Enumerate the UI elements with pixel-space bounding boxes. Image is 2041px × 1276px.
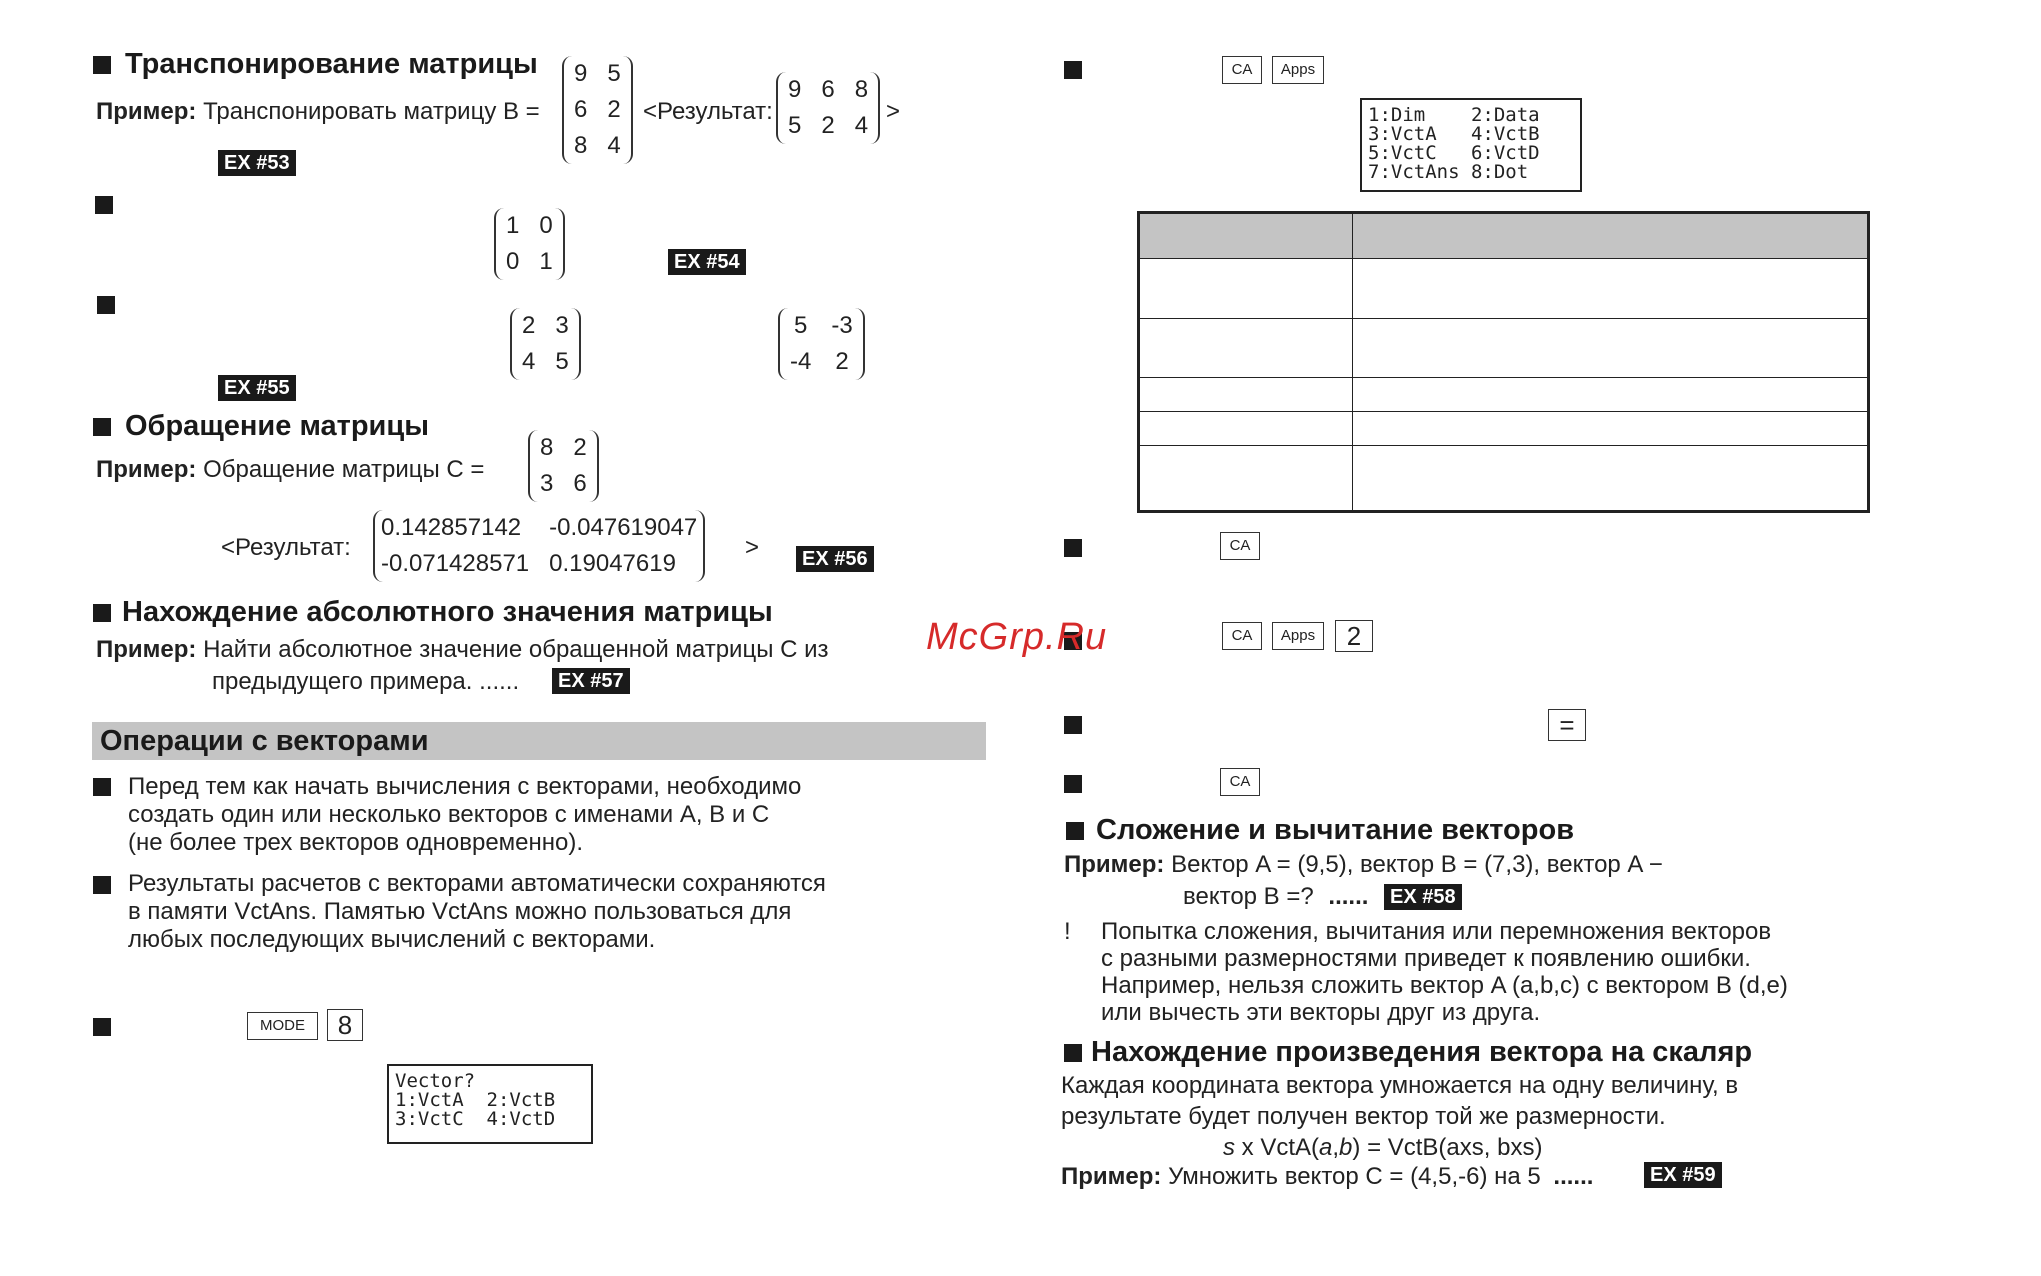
ca-key[interactable]: CA xyxy=(1222,622,1262,650)
formula-a: a xyxy=(1319,1134,1333,1161)
inverse-result-label: <Результат: xyxy=(221,534,351,561)
bullet-square xyxy=(1064,539,1082,557)
warning-line4: или вычесть эти векторы друг из друга. xyxy=(1101,999,1541,1026)
inverse-result-matrix xyxy=(373,510,705,582)
warning-line2: с разными размерностями приведет к появлению ошибки. xyxy=(1101,945,1751,972)
matrix-right-table xyxy=(780,308,863,380)
table-cell xyxy=(1353,377,1869,411)
scalar-formula xyxy=(1223,1134,1542,1162)
cell: 9 xyxy=(574,60,588,87)
cell: 5 xyxy=(607,60,621,87)
example-text: Обращение матрицы C = xyxy=(203,456,485,483)
cell: 5 xyxy=(555,348,569,375)
ex-tag-57: EX #57 xyxy=(552,668,630,694)
lcd-line: 3:VctC 4:VctD xyxy=(395,1108,556,1130)
warning-line1: Попытка сложения, вычитания или перемножения векторов xyxy=(1101,918,1772,945)
cell: 6 xyxy=(573,470,587,497)
lcd-line: 1:VctA 2:VctB xyxy=(395,1089,556,1111)
apps-key[interactable]: Apps xyxy=(1272,622,1324,650)
table-cell xyxy=(1353,445,1869,511)
matrix-c-table xyxy=(530,430,597,502)
table-cell xyxy=(1139,411,1353,445)
warning-mark: ! xyxy=(1064,918,1071,945)
cell: 2 xyxy=(821,112,835,139)
table-cell xyxy=(1139,259,1353,319)
bullet1-line1: Перед тем как начать вычисления с векторами, необходимо xyxy=(128,773,802,800)
absolute-example-line2: предыдущего примера. ...... xyxy=(212,668,520,695)
lcd-line: 7:VctAns 8:Dot xyxy=(1368,161,1529,183)
matrix-right xyxy=(778,308,865,380)
ca-key[interactable]: CA xyxy=(1220,768,1260,796)
ex-tag-58: EX #58 xyxy=(1384,884,1462,910)
example-label: Пример: xyxy=(96,636,197,663)
addition-example-line2 xyxy=(1183,883,1368,911)
table-cell xyxy=(1139,377,1353,411)
table-cell xyxy=(1139,319,1353,377)
cell: 3 xyxy=(540,470,554,497)
bullet-square xyxy=(93,418,111,436)
ex-tag-56: EX #56 xyxy=(796,546,874,572)
cell: 2 xyxy=(835,348,849,375)
bullet1-line3: (не более трех векторов одновременно). xyxy=(128,829,584,856)
addition-heading: Сложение и вычитание векторов xyxy=(1096,814,1575,846)
ex-tag-59: EX #59 xyxy=(1644,1162,1722,1188)
table-row xyxy=(1139,377,1869,411)
table-row xyxy=(1139,259,1869,319)
cell: -3 xyxy=(831,312,853,339)
bullet2-line3: любых последующих вычислений с векторами. xyxy=(128,926,656,953)
table-cell xyxy=(1353,213,1869,259)
vectors-section-header: Операции с векторами xyxy=(92,722,986,760)
bullet-square xyxy=(1064,716,1082,734)
bullet-square xyxy=(1066,822,1084,840)
example-text: Вектор A = (9,5), вектор B = (7,3), вектор A − xyxy=(1171,851,1663,878)
table-cell xyxy=(1139,213,1353,259)
formula-b: b xyxy=(1339,1134,1353,1161)
matrix-b xyxy=(562,56,633,164)
inverse-result-table xyxy=(375,510,703,582)
bullet-square xyxy=(93,1018,111,1036)
cell: 0.142857142 xyxy=(381,514,522,541)
bullet-square xyxy=(1064,61,1082,79)
cell: 1 xyxy=(539,248,553,275)
example-label: Пример: xyxy=(1064,851,1165,878)
cell: 8 xyxy=(854,76,869,103)
result-close: > xyxy=(886,98,901,125)
cell: 2 xyxy=(573,434,587,461)
transpose-heading: Транспонирование матрицы xyxy=(125,48,538,80)
example-label: Пример: xyxy=(96,456,197,483)
cell: 6 xyxy=(574,96,588,123)
cell: -0.071428571 xyxy=(381,550,530,577)
bullet2-line1: Результаты расчетов с векторами автоматически сохраняются xyxy=(128,870,826,897)
matrix-left-table xyxy=(512,308,579,380)
dots: ...... xyxy=(1553,1163,1594,1190)
example-text: вектор B =? xyxy=(1183,883,1314,910)
transpose-result-label: <Результат: xyxy=(643,98,773,125)
vector-menu-table xyxy=(1137,211,1870,513)
transpose-result-matrix xyxy=(776,72,880,144)
scalar-heading: Нахождение произведения вектора на скаляр xyxy=(1091,1036,1753,1068)
cell: 5 xyxy=(793,312,808,339)
cell: 0 xyxy=(539,212,553,239)
key-8[interactable]: 8 xyxy=(327,1009,363,1041)
watermark: McGrp.Ru xyxy=(926,616,1108,658)
cell: 8 xyxy=(574,132,588,159)
formula-rest: ) = VctB(axs, bxs) xyxy=(1352,1134,1543,1161)
table-cell xyxy=(1139,445,1353,511)
table-row xyxy=(1139,445,1869,511)
matrix-left xyxy=(510,308,581,380)
cell: -4 xyxy=(790,348,812,375)
scalar-example xyxy=(1061,1163,1593,1191)
result-close: > xyxy=(745,534,760,561)
table-cell xyxy=(1353,259,1869,319)
addition-example-line1 xyxy=(1064,851,1663,879)
lcd-line: Vector? xyxy=(395,1070,476,1092)
absolute-heading: Нахождение абсолютного значения матрицы xyxy=(122,596,773,628)
lcd-line: 5:VctC 6:VctD xyxy=(1368,142,1540,164)
table-row xyxy=(1139,319,1869,377)
cell: -0.047619047 xyxy=(549,514,698,541)
example-text: Умножить вектор C = (4,5,-6) на 5 xyxy=(1168,1163,1541,1190)
inverse-example xyxy=(96,456,484,484)
matrix-b-table xyxy=(564,56,631,164)
example-text: Транспонировать матрицу B = xyxy=(203,98,540,125)
lcd-menu-screen xyxy=(1360,98,1582,192)
inverse-heading: Обращение матрицы xyxy=(125,410,429,442)
formula-x: x VctA( xyxy=(1235,1134,1320,1161)
identity-matrix xyxy=(494,208,565,280)
table-cell xyxy=(1353,411,1869,445)
scalar-line2: результате будет получен вектор той же размерности. xyxy=(1061,1103,1666,1130)
bullet-square xyxy=(93,876,111,894)
bullet-square xyxy=(93,778,111,796)
cell: 5 xyxy=(788,112,802,139)
lcd-line: 1:Dim 2:Data xyxy=(1368,104,1540,126)
lcd-vector-screen xyxy=(387,1064,593,1144)
lcd-line: 3:VctA 4:VctB xyxy=(1368,123,1540,145)
cell: 3 xyxy=(555,312,569,339)
cell: 6 xyxy=(821,76,835,103)
dots: ...... xyxy=(1328,883,1369,910)
formula-comma: , xyxy=(1332,1134,1340,1161)
cell: 4 xyxy=(854,112,869,139)
warning-line3: Например, нельзя сложить вектор A (a,b,c) с вектором B (d,e) xyxy=(1101,972,1788,999)
bullet-square xyxy=(93,604,111,622)
transpose-example xyxy=(96,98,540,126)
identity-table xyxy=(496,208,563,280)
bullet-square xyxy=(1064,775,1082,793)
example-label: Пример: xyxy=(1061,1163,1162,1190)
cell: 4 xyxy=(607,132,621,159)
bullet2-line2: в памяти VctAns. Памятью VctAns можно пользоваться для xyxy=(128,898,792,925)
cell: 8 xyxy=(540,434,554,461)
ex-tag-55: EX #55 xyxy=(218,375,296,401)
result-table xyxy=(778,72,878,144)
ex-tag-54: EX #54 xyxy=(668,249,746,275)
ex-tag-53: EX #53 xyxy=(218,150,296,176)
cell: 0.19047619 xyxy=(549,550,676,577)
table-row xyxy=(1139,411,1869,445)
cell: 1 xyxy=(506,212,520,239)
table-header-row xyxy=(1139,213,1869,259)
absolute-example-line1 xyxy=(96,636,829,664)
example-label: Пример: xyxy=(96,98,197,125)
formula-s: s xyxy=(1223,1134,1235,1161)
cell: 4 xyxy=(522,348,536,375)
mode-key[interactable]: MODE xyxy=(247,1012,318,1040)
cell: 2 xyxy=(607,96,621,123)
example-text: Найти абсолютное значение обращенной матрицы C из xyxy=(203,636,829,663)
matrix-c xyxy=(528,430,599,502)
bullet1-line2: создать один или несколько векторов с именами A, B и C xyxy=(128,801,770,828)
ca-key[interactable]: CA xyxy=(1220,532,1260,560)
scalar-line1: Каждая координата вектора умножается на одну величину, в xyxy=(1061,1072,1739,1099)
cell: 9 xyxy=(788,76,802,103)
cell: 2 xyxy=(522,312,536,339)
table-cell xyxy=(1353,319,1869,377)
ca-key[interactable]: CA xyxy=(1222,56,1262,84)
apps-key[interactable]: Apps xyxy=(1272,56,1324,84)
key-2[interactable]: 2 xyxy=(1335,620,1373,652)
cell: 0 xyxy=(506,248,520,275)
bullet-square xyxy=(93,56,111,74)
equals-key[interactable]: = xyxy=(1548,709,1586,741)
bullet-square xyxy=(97,296,115,314)
bullet-square xyxy=(1064,1044,1082,1062)
bullet-square xyxy=(95,196,113,214)
